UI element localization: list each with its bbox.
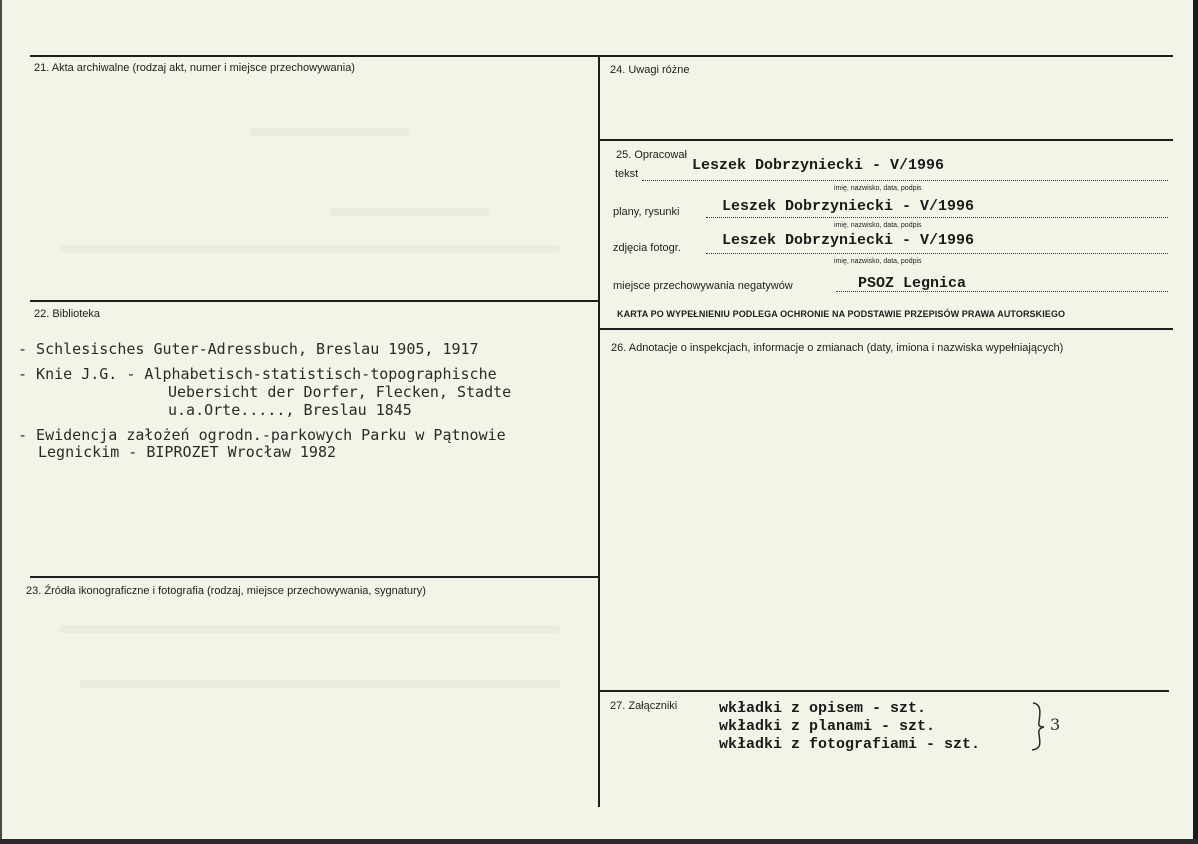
attachment-line-1: wkładki z opisem - szt. — [719, 700, 927, 717]
tekst-caption: imię, nazwisko, data, podpis — [834, 185, 922, 192]
bleed-mark — [330, 208, 490, 216]
rule-22-23 — [30, 576, 598, 578]
copyright-notice: KARTA PO WYPEŁNIENIU PODLEGA OCHRONIE NA PODSTAWIE PRZEPISÓW PRAWA AUTORSKIEGO — [617, 309, 1066, 319]
section-22-label: 22. Biblioteka — [34, 308, 101, 320]
bleed-mark — [60, 245, 560, 253]
rule-24-25 — [600, 139, 1173, 141]
plany-value: Leszek Dobrzyniecki - V/1996 — [722, 198, 975, 215]
section-27-label: 27. Załączniki — [610, 700, 678, 712]
tekst-value: Leszek Dobrzyniecki - V/1996 — [692, 157, 945, 174]
rule-26-27 — [600, 690, 1169, 692]
plany-label: plany, rysunki — [613, 206, 680, 218]
bleed-mark — [60, 625, 560, 633]
attachment-line-2: wkładki z planami - szt. — [719, 718, 936, 735]
bibliography-line-4: u.a.Orte....., Breslau 1845 — [168, 401, 412, 419]
bleed-mark — [250, 128, 410, 136]
plany-dotted-line — [706, 217, 1168, 218]
attachment-line-3: wkładki z fotografiami - szt. — [719, 736, 981, 753]
bleed-mark — [80, 680, 560, 688]
section-26-label: 26. Adnotacje o inspekcjach, informacje o zmianach (daty, imiona i nazwiska wypełniających) — [611, 342, 1064, 354]
plany-caption: imię, nazwisko, data, podpis — [834, 222, 922, 229]
zdjecia-label: zdjęcia fotogr. — [613, 242, 681, 254]
negatywy-value: PSOZ Legnica — [858, 275, 967, 292]
attachment-total: 3 — [1050, 715, 1061, 734]
bibliography-line-6: Legnickim - BIPROZET Wrocław 1982 — [38, 443, 337, 461]
tekst-label: tekst — [615, 168, 639, 180]
zdjecia-value: Leszek Dobrzyniecki - V/1996 — [722, 232, 975, 249]
brace-mark — [1030, 702, 1046, 752]
card-left-edge — [0, 0, 2, 844]
card-bottom-edge — [0, 839, 1198, 844]
rule-25-26 — [600, 328, 1173, 330]
negatywy-label: miejsce przechowywania negatywów — [613, 280, 793, 292]
bibliography-line-3: Uebersicht der Dorfer, Flecken, Stadte — [168, 383, 512, 401]
bibliography-line-2: - Knie J.G. - Alphabetisch-statistisch-topographische — [18, 365, 497, 383]
section-21-label: 21. Akta archiwalne (rodzaj akt, numer i miejsce przechowywania) — [34, 62, 355, 74]
tekst-dotted-line — [642, 180, 1168, 181]
top-rule — [30, 55, 1173, 57]
rule-21-22 — [30, 300, 598, 302]
section-24-label: 24. Uwagi różne — [610, 64, 690, 76]
section-23-label: 23. Źródła ikonograficzne i fotografia (rodzaj, miejsce przechowywania, sygnatury) — [26, 585, 426, 597]
zdjecia-caption: imię, nazwisko, data, podpis — [834, 258, 922, 265]
center-divider — [598, 55, 600, 807]
card-right-edge — [1193, 0, 1198, 844]
bibliography-line-5: - Ewidencja założeń ogrodn.-parkowych Parku w Pątnowie — [18, 426, 506, 444]
zdjecia-dotted-line — [706, 253, 1168, 254]
section-25-label: 25. Opracował — [616, 149, 687, 161]
bibliography-line-1: - Schlesisches Guter-Adressbuch, Breslau 1905, 1917 — [18, 340, 479, 358]
